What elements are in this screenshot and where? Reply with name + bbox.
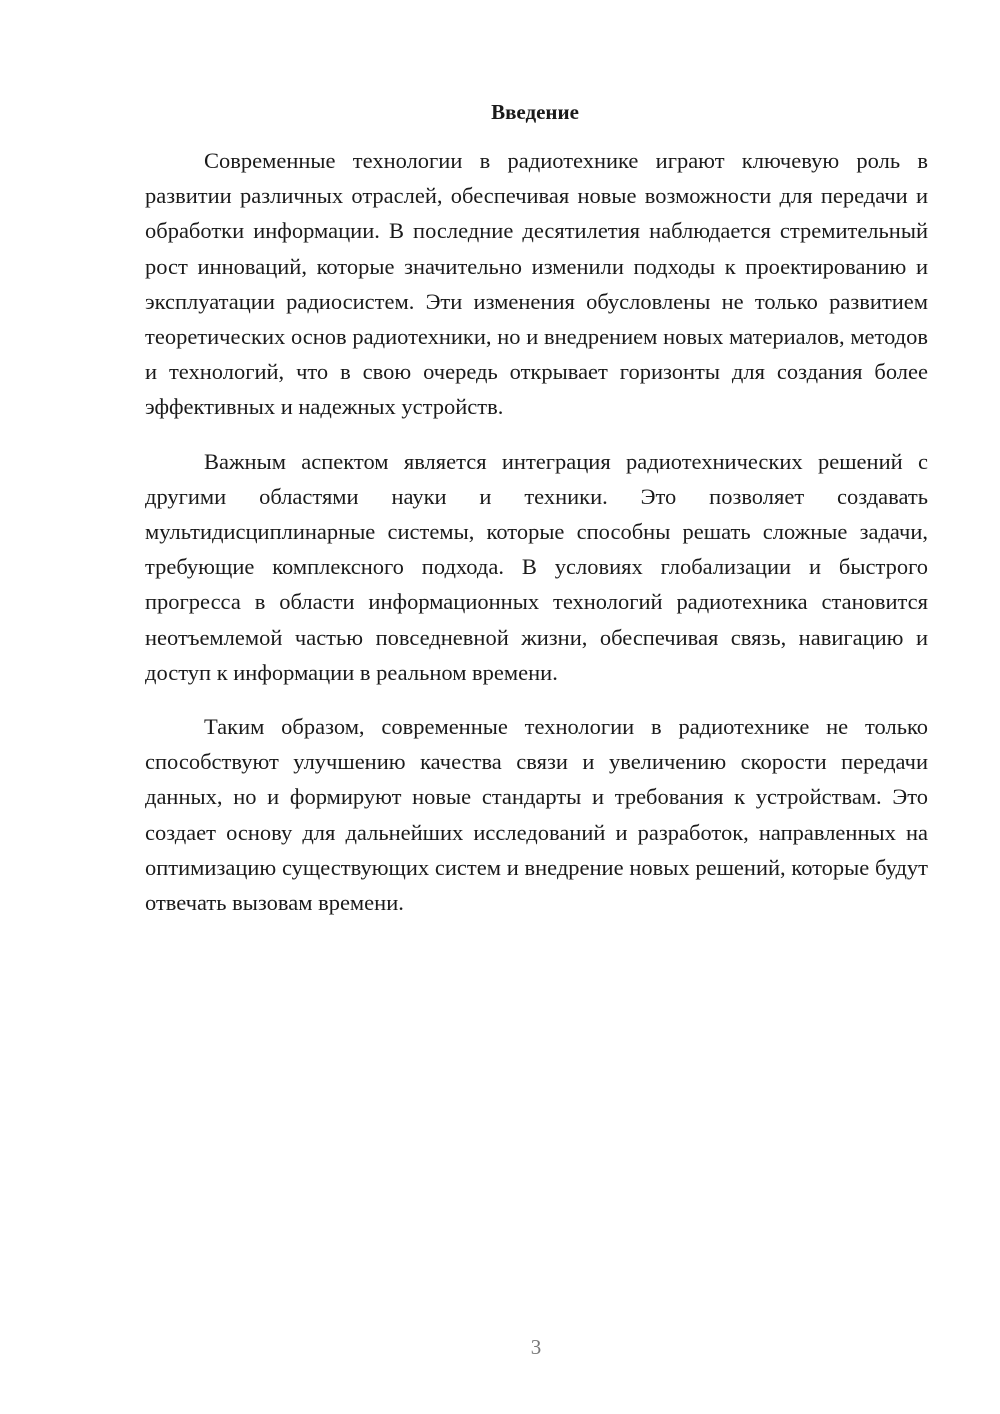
paragraph-2: Важным аспектом является интеграция радиотехнических решений с другими областями науки и техники. Это позволяет создавать мультидисциплинарные системы, которые способны решать сложные задачи, требующие комплексного подхода. В условиях глобализации и быстрого прогресса в области информационных технологий радиотехника становится неотъемлемой частью повседневной жизни, обеспечивая связь, навигацию и доступ к информации в реальном времени.	[145, 448, 928, 685]
document-body	[145, 143, 928, 920]
page-title: Введение	[491, 100, 579, 124]
page-number: 3	[530, 1335, 542, 1359]
paragraph-3: Таким образом, современные технологии в радиотехнике не только способствуют улучшению качества связи и увеличению скорости передачи данных, но и формируют новые стандарты и требования к устройствам. Это создает основу для дальнейших исследований и разработок, направленных на оптимизацию существующих систем и внедрение новых решений, которые будут отвечать вызовам времени.	[145, 714, 928, 916]
paragraph-1: Современные технологии в радиотехнике играют ключевую роль в развитии различных отраслей, обеспечивая новые возможности для передачи и обработки информации. В последние десятилетия наблюдается стремительный рост инноваций, которые значительно изменили подходы к проектированию и эксплуатации радиосистем. Эти изменения обусловлены не только развитием теоретических основ радиотехники, но и внедрением новых материалов, методов и технологий, что в свою очередь открывает горизонты для создания более эффективных и надежных устройств.	[145, 148, 928, 420]
